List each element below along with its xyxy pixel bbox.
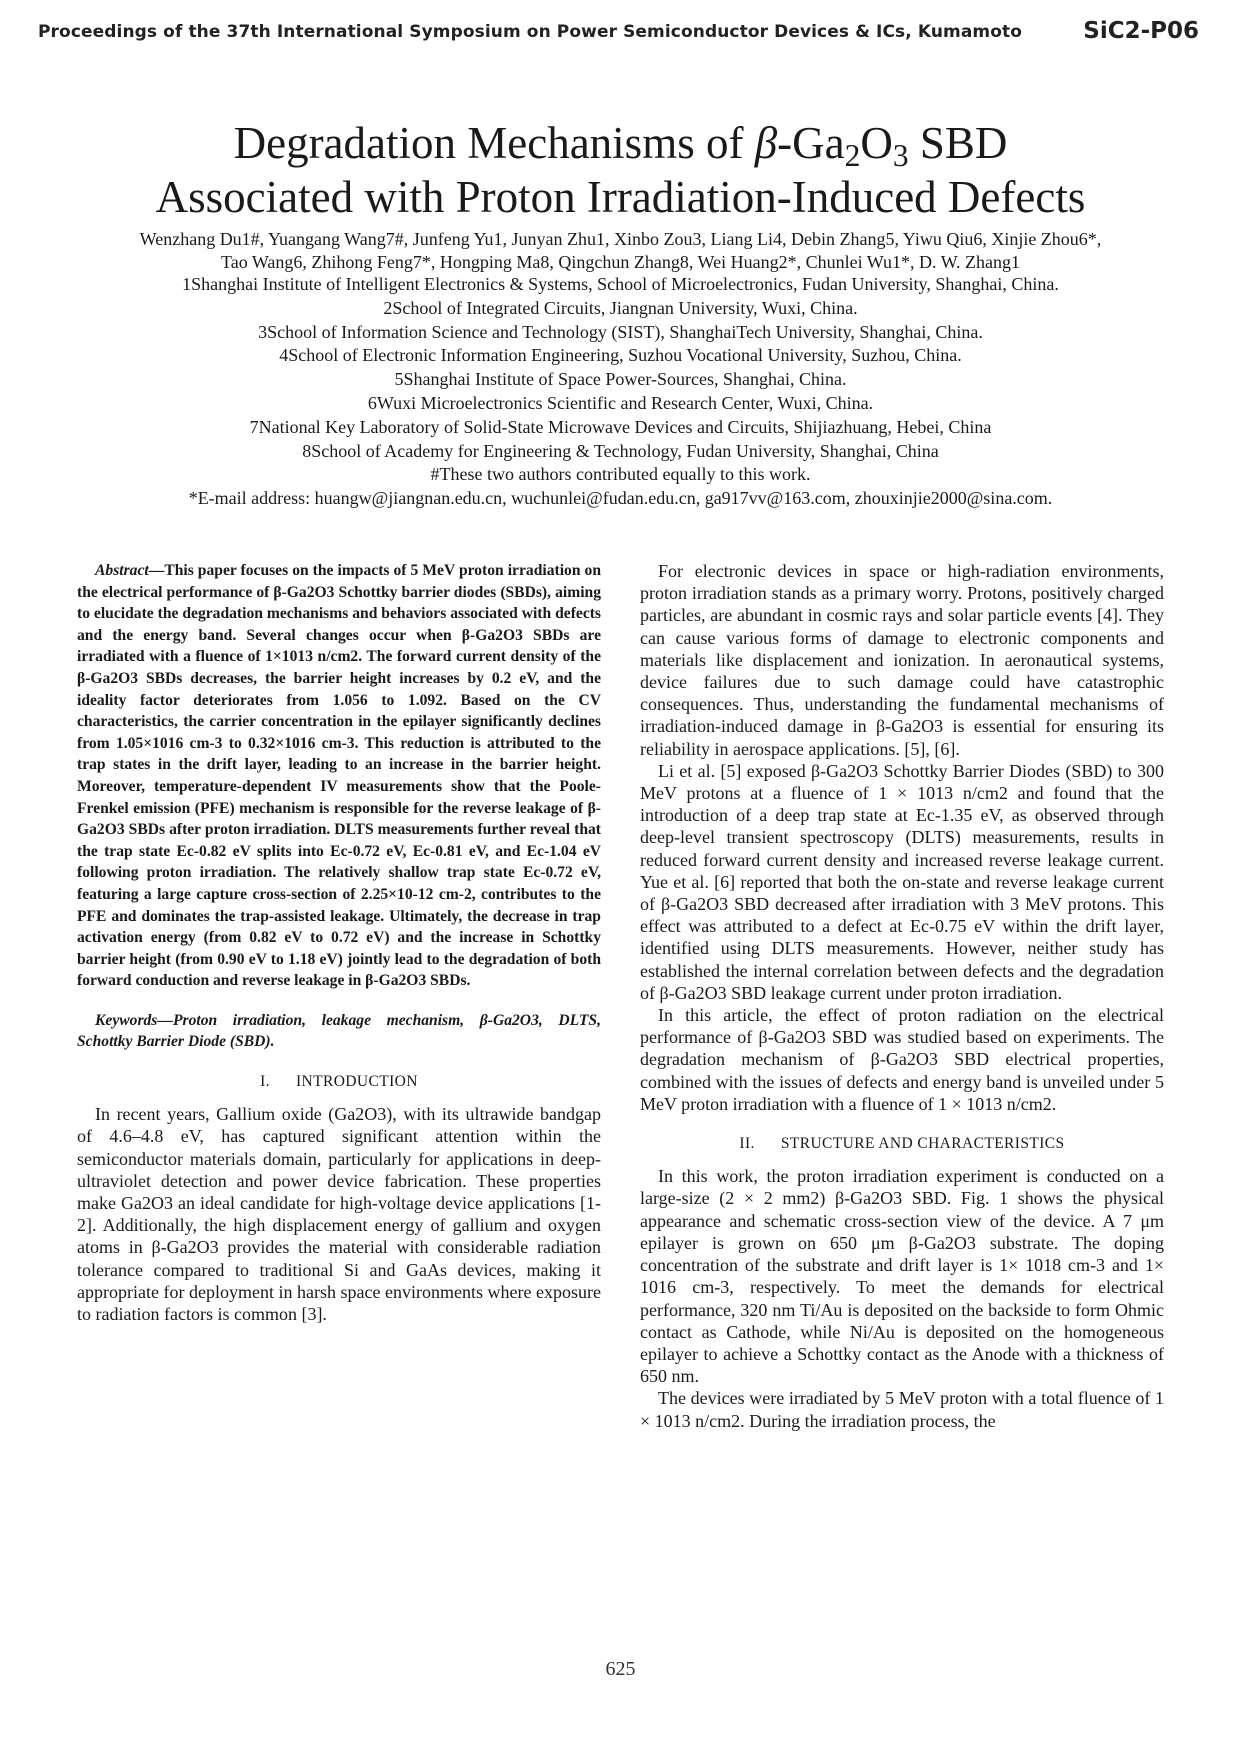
body-paragraph: In this article, the effect of proton radiation on the electrical performance of β-Ga2O3 SBD was studied based on experiments. The degradation mechanism of β-Ga2O3 SBD electrical properties, combined with the issues of defects and energy band is unveiled under 5 MeV proton irradiation with a fluence of 1 × 1013 n/cm2.	[640, 1005, 1164, 1114]
affiliation-5: 5Shanghai Institute of Space Power-Sources, Shanghai, China.	[394, 369, 847, 390]
author-line-2: Tao Wang6, Zhihong Feng7*, Hongping Ma8, Qingchun Zhang8, Wei Huang2*, Chunlei Wu1*, D. W. Zhang1	[220, 252, 1021, 272]
author-line-1: Wenzhang Du1#, Yuangang Wang7#, Junfeng Yu1, Junyan Zhu1, Xinbo Zou3, Liang Li4, Debin Zhang5, Yiwu Qiu6, Xinjie Zhou6*,	[139, 229, 1102, 249]
page-number: 625	[605, 1658, 636, 1680]
structure-paragraph: The devices were irradiated by 5 MeV proton with a total fluence of 1 × 1013 n/cm2. During the irradiation process, the	[640, 1388, 1164, 1431]
affiliation-2: 2School of Integrated Circuits, Jiangnan University, Wuxi, China.	[383, 297, 858, 318]
paper-code: SiC2-P06	[1083, 18, 1199, 44]
email-addresses: *E-mail address: huangw@jiangnan.edu.cn, wuchunlei@fudan.edu.cn, ga917vv@163.com, zhouxinjie2000@sina.com.	[188, 488, 1053, 509]
affiliation-1: 1Shanghai Institute of Intelligent Electronics & Systems, School of Microelectronics, Fudan University, Shanghai, China.	[182, 274, 1059, 294]
affiliation-7: 7National Key Laboratory of Solid-State Microwave Devices and Circuits, Shijiazhuang, Hebei, China	[249, 416, 992, 437]
paper-title	[0, 116, 1241, 224]
author-list	[60, 228, 1181, 274]
right-column	[640, 560, 1164, 1432]
affiliation-4: 4School of Electronic Information Engineering, Suzhou Vocational University, Suzhou, China.	[279, 345, 962, 366]
title-line-2: Associated with Proton Irradiation-Induced Defects	[155, 172, 1086, 222]
affiliation-list	[60, 273, 1181, 511]
abstract: Abstract—This paper focuses on the impacts of 5 MeV proton irradiation on the electrical performance of β-Ga2O3 Schottky barrier diodes (SBDs), aiming to elucidate the degradation mechanisms and behaviors associated with defects and the energy band. Several changes occur when β-Ga2O3 SBDs are irradiated with a fluence of 1×1013 n/cm2. The forward current density of the β-Ga2O3 SBDs decreases, the barrier height increases by 0.2 eV, and the ideality factor deteriorates from 1.056 to 1.092. Based on the CV characteristics, the carrier concentration in the epilayer significantly declines from 1.05×1016 cm-3 to 0.32×1016 cm-3. This reduction is attributed to the trap states in the drift layer, leading to an increase in the barrier height. Moreover, temperature-dependent IV measurements show that the Poole-Frenkel emission (PFE) mechanism is responsible for the reverse leakage of β-Ga2O3 SBDs after proton irradiation. DLTS measurements further reveal that the trap state Ec-0.82 eV splits into Ec-0.72 eV, Ec-0.81 eV, and Ec-1.04 eV following proton irradiation. The relatively shallow trap state Ec-0.72 eV, featuring a large capture cross-section of 2.25×10-12 cm-2, contributes to the PFE and dominates the trap-assisted leakage. Ultimately, the decrease in trap activation energy (from 0.82 eV to 0.72 eV) and the increase in Schottky barrier height (from 0.90 eV to 1.18 eV) jointly lead to the degradation of both forward conduction and reverse leakage in β-Ga2O3 SBDs.	[77, 562, 601, 990]
affiliation-8: 8School of Academy for Engineering & Technology, Fudan University, Shanghai, China	[302, 440, 939, 461]
intro-paragraph: In recent years, Gallium oxide (Ga2O3), with its ultrawide bandgap of 4.6–4.8 eV, has captured significant attention within the semiconductor materials domain, particularly for applications in deep-ultraviolet detection and power device fabrication. These properties make Ga2O3 an ideal candidate for high-voltage device applications [1-2]. Additionally, the high displacement energy of gallium and oxygen atoms in β-Ga2O3 provides the material with considerable radiation tolerance compared to traditional Si and GaAs devices, making it appropriate for deployment in harsh space environments where exposure to radiation factors is common [3].	[77, 1104, 601, 1325]
section-heading-structure: II. STRUCTURE AND CHARACTERISTICS	[739, 1135, 1065, 1153]
section-heading-introduction: I. INTRODUCTION	[260, 1073, 418, 1091]
affiliation-6: 6Wuxi Microelectronics Scientific and Research Center, Wuxi, China.	[367, 392, 874, 413]
body-paragraph: For electronic devices in space or high-radiation environments, proton irradiation stands as a primary worry. Protons, positively charged particles, are abundant in cosmic rays and solar particle events [4]. They can cause various forms of damage to electronic components and materials like displacement and ionization. In aeronautical systems, device failures due to such damage could have catastrophic consequences. Thus, understanding the fundamental mechanisms of irradiation-induced damage in β-Ga2O3 is essential for ensuring its reliability in aerospace applications. [5], [6].	[640, 561, 1164, 759]
affiliation-3: 3School of Information Science and Technology (SIST), ShanghaiTech University, Shanghai, China.	[258, 321, 983, 342]
structure-paragraph: In this work, the proton irradiation experiment is conducted on a large-size (2 × 2 mm2) β-Ga2O3 SBD. Fig. 1 shows the physical appearance and schematic cross-section view of the device. A 7 μm epilayer is grown on 650 μm β-Ga2O3 substrate. The doping concentration of the substrate and drift layer is 1× 1018 cm-3 and 1× 1016 cm-3, respectively. To meet the demands for electrical performance, 320 nm Ti/Au is deposited on the backside to form Ohmic contact as Cathode, while Ni/Au is deposited on the homogeneous epilayer to achieve a Schottky contact as the Anode with a thickness of 650 nm.	[640, 1166, 1164, 1387]
equal-contribution-note: #These two authors contributed equally to this work.	[430, 464, 811, 485]
title-line-1: Degradation Mechanisms of $\beta-Ga_2O_3$ SBD	[233, 118, 1008, 173]
left-column	[77, 560, 601, 1325]
running-head: Proceedings of the 37th International Symposium on Power Semiconductor Devices & ICs, Kumamoto	[38, 22, 1023, 42]
keywords: Keywords—Proton irradiation, leakage mechanism, β-Ga2O3, DLTS, Schottky Barrier Diode (SBD).	[77, 1011, 601, 1051]
body-paragraph: Li et al. [5] exposed β-Ga2O3 Schottky Barrier Diodes (SBD) to 300 MeV protons at a fluence of 1 × 1013 n/cm2 and found that the introduction of a deep trap state at Ec-1.35 eV, as observed through deep-level transient spectroscopy (DLTS) measurements, results in reduced forward current density and increased reverse leakage current. Yue et al. [6] reported that both the on-state and reverse leakage current of β-Ga2O3 SBD decreased after irradiation with 3 MeV protons. This effect was attributed to a defect at Ec-0.75 eV within the drift layer, identified using DLTS measurements. However, neither study has established the internal correlation between defects and the degradation of β-Ga2O3 SBD leakage current under proton irradiation.	[640, 760, 1164, 1003]
